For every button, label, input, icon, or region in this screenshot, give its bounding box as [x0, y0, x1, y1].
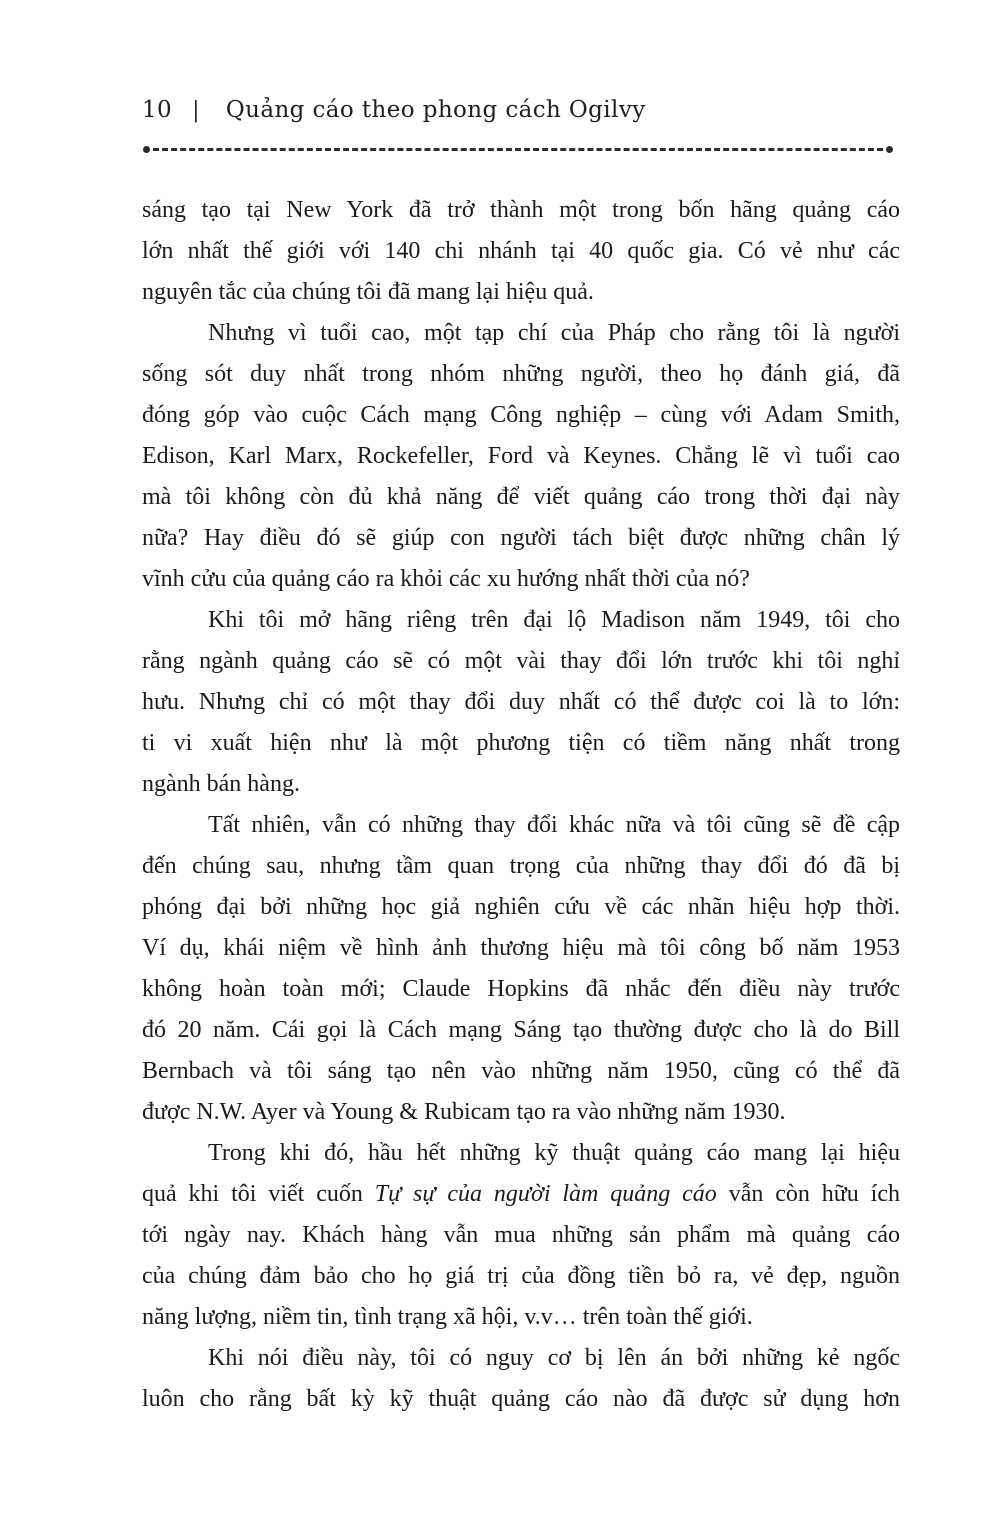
text-line: Edison, Karl Marx, Rockefeller, Ford và Keynes. Chẳng lẽ vì tuổi cao — [142, 443, 900, 469]
text-line: luôn cho rằng bất kỳ kỹ thuật quảng cáo nào đã được sử dụng hơn — [142, 1386, 900, 1412]
paragraph — [142, 600, 900, 805]
text-line: nữa? Hay điều đó sẽ giúp con người tách biệt được những chân lý — [142, 525, 900, 551]
text-line: đến chúng sau, nhưng tầm quan trọng của những thay đổi đó đã bị — [142, 853, 900, 879]
separator-right-dot — [886, 146, 893, 153]
page-number: 10 — [142, 97, 173, 123]
text-line: Nhưng vì tuổi cao, một tạp chí của Pháp cho rằng tôi là người — [208, 320, 900, 346]
text-line: Tất nhiên, vẫn có những thay đổi khác nữa và tôi cũng sẽ đề cập — [208, 812, 900, 838]
text-line: hưu. Nhưng chỉ có một thay đổi duy nhất có thể được coi là to lớn: — [142, 689, 900, 715]
running-title: Quảng cáo theo phong cách Ogilvy — [225, 97, 646, 123]
separator-dashes — [153, 148, 883, 151]
paragraph — [142, 1133, 900, 1338]
text-line: nguyên tắc của chúng tôi đã mang lại hiệu quả. — [142, 279, 594, 305]
dashed-separator — [143, 146, 893, 153]
body-text — [142, 190, 900, 1420]
text-line: sáng tạo tại New York đã trở thành một trong bốn hãng quảng cáo — [142, 197, 900, 223]
paragraph — [142, 1338, 900, 1420]
paragraph — [142, 190, 900, 313]
text-line: không hoàn toàn mới; Claude Hopkins đã nhắc đến điều này trước — [142, 976, 900, 1002]
text-line: ngành bán hàng. — [142, 771, 300, 797]
text-line: Trong khi đó, hầu hết những kỹ thuật quảng cáo mang lại hiệu — [208, 1140, 900, 1166]
text-line: phóng đại bởi những học giả nghiên cứu về các nhãn hiệu hợp thời. — [142, 894, 900, 920]
text-line: Khi nói điều này, tôi có nguy cơ bị lên án bởi những kẻ ngốc — [208, 1345, 900, 1371]
text-line: được N.W. Ayer và Young & Rubicam tạo ra vào những năm 1930. — [142, 1099, 786, 1125]
header-divider: | — [192, 98, 200, 123]
text-line: ti vi xuất hiện như là một phương tiện có tiềm năng nhất trong — [142, 730, 900, 756]
text-line: Khi tôi mở hãng riêng trên đại lộ Madison năm 1949, tôi cho — [208, 607, 900, 633]
text-line: mà tôi không còn đủ khả năng để viết quảng cáo trong thời đại này — [142, 484, 900, 510]
text-line: quả khi tôi viết cuốn Tự sự của người làm quảng cáo vẫn còn hữu ích — [142, 1181, 900, 1207]
paragraph — [142, 805, 900, 1133]
text-line: Ví dụ, khái niệm về hình ảnh thương hiệu mà tôi công bố năm 1953 — [142, 935, 900, 961]
text-line: rằng ngành quảng cáo sẽ có một vài thay đổi lớn trước khi tôi nghỉ — [142, 648, 900, 674]
paragraph — [142, 313, 900, 600]
text-line: lớn nhất thế giới với 140 chi nhánh tại 40 quốc gia. Có vẻ như các — [142, 238, 900, 264]
text-line: đóng góp vào cuộc Cách mạng Công nghiệp – cùng với Adam Smith, — [142, 402, 900, 428]
text-line: tới ngày nay. Khách hàng vẫn mua những sản phẩm mà quảng cáo — [142, 1222, 900, 1248]
text-line: đó 20 năm. Cái gọi là Cách mạng Sáng tạo thường được cho là do Bill — [142, 1017, 900, 1043]
separator-left-dot — [143, 146, 150, 153]
text-line: sống sót duy nhất trong nhóm những người, theo họ đánh giá, đã — [142, 361, 900, 387]
text-line: của chúng đảm bảo cho họ giá trị của đồng tiền bỏ ra, vẻ đẹp, nguồn — [142, 1263, 900, 1289]
text-line: Bernbach và tôi sáng tạo nên vào những năm 1950, cũng có thể đã — [142, 1058, 900, 1084]
text-line: năng lượng, niềm tin, tình trạng xã hội, v.v… trên toàn thế giới. — [142, 1304, 753, 1330]
text-line: vĩnh cửu của quảng cáo ra khỏi các xu hướng nhất thời của nó? — [142, 566, 750, 592]
running-header — [142, 97, 646, 123]
